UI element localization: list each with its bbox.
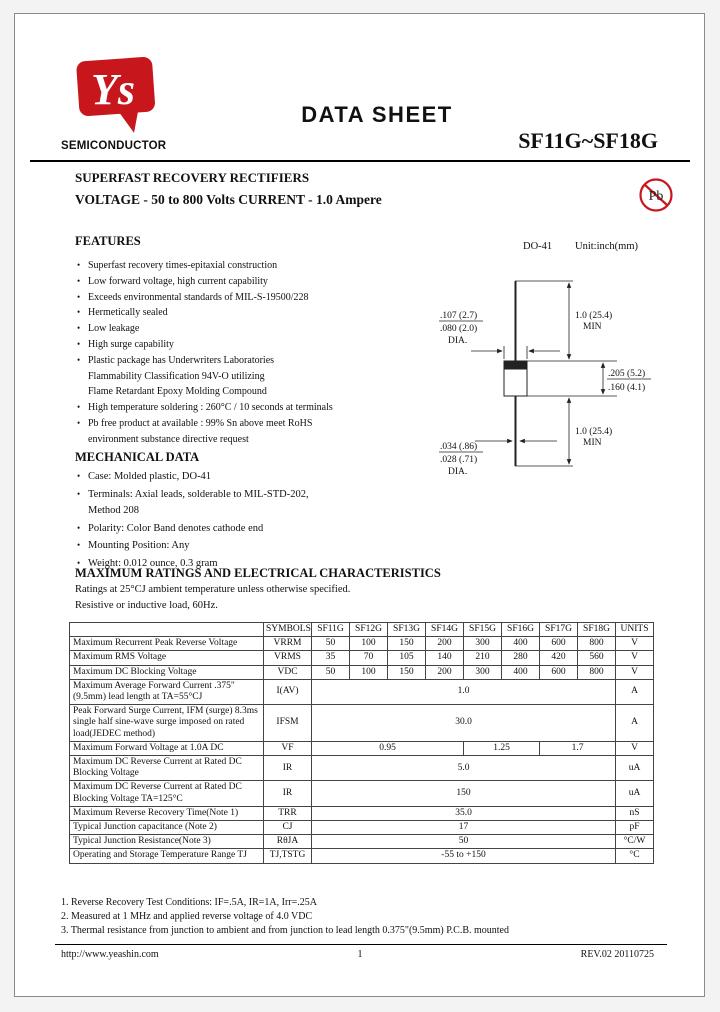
- value-cell: 200: [426, 665, 464, 679]
- feature-item: [77, 321, 437, 337]
- param-cell: Maximum Reverse Recovery Time(Note 1): [70, 806, 264, 820]
- value-cell: 210: [464, 651, 502, 665]
- value-cell: 400: [502, 637, 540, 651]
- symbol-cell: TJ,TSTG: [264, 849, 312, 863]
- diode-outline: [504, 281, 527, 466]
- table-row: [70, 665, 654, 679]
- feature-item-continuation: [77, 369, 437, 385]
- col-header-part: SF14G: [426, 623, 464, 637]
- value-cell: 150: [388, 665, 426, 679]
- lead-top-min-label: MIN: [583, 322, 602, 332]
- mechanical-item: [77, 468, 437, 486]
- lead-bottom-length-label: 1.0 (25.4): [575, 427, 613, 437]
- pb-free-badge: [637, 176, 675, 219]
- feature-item: [77, 290, 437, 306]
- value-cell: 1.7: [540, 741, 616, 755]
- col-header-part: SF13G: [388, 623, 426, 637]
- value-cell: 100: [350, 637, 388, 651]
- unit-cell: V: [616, 651, 654, 665]
- dimension-labels: [440, 310, 645, 477]
- corner-cell: [70, 623, 264, 637]
- mechanical-text: Terminals: Axial leads, solderable to MIL-STD-202,: [88, 488, 309, 500]
- feature-item: [77, 337, 437, 353]
- features-heading: FEATURES: [75, 234, 141, 248]
- table-row: [70, 705, 654, 742]
- mechanical-list: [77, 468, 437, 573]
- unit-cell: V: [616, 741, 654, 755]
- mechanical-heading: MECHANICAL DATA: [75, 450, 200, 464]
- value-cell: 50: [312, 835, 616, 849]
- unit-cell: pF: [616, 821, 654, 835]
- param-cell: Peak Forward Surge Current, IFM (surge) 8.3ms single half sine-wave surge imposed on rated load(JEDEC method): [70, 705, 264, 742]
- symbol-cell: VDC: [264, 665, 312, 679]
- feature-item: [77, 353, 437, 369]
- value-cell: 70: [350, 651, 388, 665]
- product-subtitle: VOLTAGE - 50 to 800 Volts CURRENT - 1.0 Ampere: [75, 192, 382, 207]
- footer-url-link[interactable]: http://www.yeashin.com: [61, 949, 159, 960]
- feature-item: [77, 258, 437, 274]
- document-title: DATA SHEET: [301, 102, 453, 127]
- value-cell: 50: [312, 665, 350, 679]
- value-cell: 150: [312, 781, 616, 806]
- unit-cell: A: [616, 679, 654, 704]
- symbol-cell: IR: [264, 781, 312, 806]
- symbol-cell: VF: [264, 741, 312, 755]
- symbol-cell: IFSM: [264, 705, 312, 742]
- feature-item-continuation: [77, 384, 437, 400]
- lead-dia-max-label: .034 (.86): [440, 442, 478, 452]
- value-cell: 280: [502, 651, 540, 665]
- mechanical-text: Case: Molded plastic, DO-41: [88, 471, 212, 482]
- brand-name: SEMICONDUCTOR: [61, 140, 167, 152]
- package-name: DO-41: [523, 241, 553, 252]
- symbol-cell: VRMS: [264, 651, 312, 665]
- symbol-cell: CJ: [264, 821, 312, 835]
- table-row: [70, 756, 654, 781]
- param-cell: Maximum Recurrent Peak Reverse Voltage: [70, 637, 264, 651]
- value-cell: 35: [312, 651, 350, 665]
- unit-cell: nS: [616, 806, 654, 820]
- param-cell: Maximum Average Forward Current .375"(9.5mm) lead length at TA=55°CJ: [70, 679, 264, 704]
- note-item: 1. Reverse Recovery Test Conditions: IF=.5A, IR=1A, Irr=.25A: [61, 897, 318, 908]
- feature-text: Flammability Classification 94V-O utilizing: [88, 370, 265, 382]
- value-cell: 35.0: [312, 806, 616, 820]
- param-cell: Typical Junction Resistance(Note 3): [70, 835, 264, 849]
- mechanical-item: [77, 537, 437, 555]
- logo-text: Ys: [91, 65, 135, 114]
- unit-cell: uA: [616, 781, 654, 806]
- table-header-row: [70, 623, 654, 637]
- feature-text: Superfast recovery times-epitaxial construction: [88, 260, 278, 271]
- col-header-units: UNITS: [616, 623, 654, 637]
- value-cell: -55 to +150: [312, 849, 616, 863]
- value-cell: 50: [312, 637, 350, 651]
- feature-text: Plastic package has Underwriters Laboratories: [88, 354, 275, 366]
- value-cell: 300: [464, 665, 502, 679]
- features-list: [77, 258, 437, 448]
- col-header-part: SF17G: [540, 623, 578, 637]
- package-diagram: [421, 276, 671, 491]
- feature-item: [77, 416, 437, 432]
- symbol-cell: I(AV): [264, 679, 312, 704]
- value-cell: 150: [388, 637, 426, 651]
- cathode-band: [505, 362, 527, 370]
- package-diagram-block: [421, 276, 671, 496]
- table-row: [70, 821, 654, 835]
- mechanical-text: Polarity: Color Band denotes cathode end: [88, 522, 264, 534]
- col-header-part: SF18G: [578, 623, 616, 637]
- feature-item-continuation: [77, 432, 437, 448]
- value-cell: 100: [350, 665, 388, 679]
- param-cell: Operating and Storage Temperature Range TJ: [70, 849, 264, 863]
- feature-text: Low leakage: [88, 323, 140, 335]
- footer-divider: [55, 944, 667, 945]
- symbol-cell: TRR: [264, 806, 312, 820]
- ratings-condition-2: Resistive or inductive load, 60Hz.: [75, 600, 218, 611]
- body-length-max-label: .205 (5.2): [608, 369, 646, 379]
- param-cell: Maximum RMS Voltage: [70, 651, 264, 665]
- col-header-part: SF11G: [312, 623, 350, 637]
- col-header-part: SF16G: [502, 623, 540, 637]
- unit-cell: °C/W: [616, 835, 654, 849]
- page-number: 1: [357, 949, 363, 960]
- value-cell: 140: [426, 651, 464, 665]
- value-cell: 600: [540, 665, 578, 679]
- pb-free-icon: [637, 176, 675, 214]
- unit-cell: uA: [616, 756, 654, 781]
- value-cell: 600: [540, 637, 578, 651]
- note-item: 2. Measured at 1 MHz and applied reverse voltage of 4.0 VDC: [61, 910, 313, 922]
- ratings-condition-1: Ratings at 25°CJ ambient temperature unless otherwise specified.: [75, 584, 351, 595]
- col-header-part: SF12G: [350, 623, 388, 637]
- value-cell: 800: [578, 637, 616, 651]
- product-title: SUPERFAST RECOVERY RECTIFIERS: [75, 170, 310, 185]
- datasheet-page: [14, 13, 705, 997]
- table-row: [70, 849, 654, 863]
- value-cell: 300: [464, 637, 502, 651]
- mechanical-item-continuation: [77, 503, 437, 520]
- feature-item: [77, 400, 437, 416]
- value-cell: 0.95: [312, 741, 464, 755]
- feature-text: High surge capability: [88, 338, 174, 350]
- param-cell: Maximum DC Reverse Current at Rated DC Blocking Voltage: [70, 756, 264, 781]
- ratings-table: [69, 622, 654, 864]
- value-cell: 800: [578, 665, 616, 679]
- table-row: [70, 806, 654, 820]
- lead-dia-caption: DIA.: [448, 467, 468, 477]
- notes-list: [61, 896, 509, 937]
- feature-text: Exceeds environmental standards of MIL-S-19500/228: [88, 291, 309, 303]
- unit-cell: A: [616, 705, 654, 742]
- lead-bottom-min-label: MIN: [583, 438, 602, 448]
- revision-label: REV.02 20110725: [580, 949, 654, 960]
- feature-text: Pb free product at available : 99% Sn above meet RoHS: [88, 417, 313, 429]
- part-number-range: SF11G~SF18G: [518, 128, 658, 153]
- body-length-min-label: .160 (4.1): [608, 383, 646, 393]
- value-cell: 420: [540, 651, 578, 665]
- unit-cell: V: [616, 637, 654, 651]
- feature-text: environment substance directive request: [88, 433, 249, 445]
- table-row: [70, 781, 654, 806]
- param-cell: Maximum DC Blocking Voltage: [70, 665, 264, 679]
- lead-dia-min-label: .028 (.71): [440, 455, 478, 465]
- symbol-cell: IR: [264, 756, 312, 781]
- feature-text: High temperature soldering : 260°C / 10 seconds at terminals: [88, 402, 333, 414]
- mechanical-text: Weight: 0.012 ounce, 0.3 gram: [88, 557, 218, 569]
- note-item: 3. Thermal resistance from junction to ambient and from junction to lead length 0.375"(9.5mm) P.C.B. mounted: [61, 924, 509, 936]
- table-row: [70, 679, 654, 704]
- package-unit-label: Unit:inch(mm): [575, 241, 638, 252]
- feature-text: Flame Retardant Epoxy Molding Compound: [88, 386, 267, 398]
- ratings-heading: MAXIMUM RATINGS AND ELECTRICAL CHARACTERISTICS: [75, 566, 441, 580]
- mechanical-item: [77, 520, 437, 538]
- header-divider: [30, 160, 690, 162]
- value-cell: 1.25: [464, 741, 540, 755]
- unit-cell: V: [616, 665, 654, 679]
- col-header-part: SF15G: [464, 623, 502, 637]
- mechanical-item: [77, 486, 437, 504]
- table-row: [70, 651, 654, 665]
- table-row: [70, 835, 654, 849]
- param-cell: Maximum Forward Voltage at 1.0A DC: [70, 741, 264, 755]
- value-cell: 400: [502, 665, 540, 679]
- table-row: [70, 637, 654, 651]
- unit-cell: °C: [616, 849, 654, 863]
- mechanical-text: Mounting Position: Any: [88, 540, 190, 552]
- feature-item: [77, 305, 437, 321]
- value-cell: 105: [388, 651, 426, 665]
- value-cell: 560: [578, 651, 616, 665]
- pb-label: Pb: [648, 189, 664, 204]
- brand-logo: [69, 52, 163, 138]
- value-cell: 200: [426, 637, 464, 651]
- symbol-cell: VRRM: [264, 637, 312, 651]
- symbol-cell: RθJA: [264, 835, 312, 849]
- mechanical-text: Method 208: [88, 505, 140, 517]
- param-cell: Typical Junction capacitance (Note 2): [70, 821, 264, 835]
- param-cell: Maximum DC Reverse Current at Rated DC Blocking Voltage TA=125°C: [70, 781, 264, 806]
- body-dia-min-label: .080 (2.0): [440, 324, 478, 334]
- col-header-symbols: SYMBOLS: [264, 623, 312, 637]
- feature-item: [77, 274, 437, 290]
- value-cell: 30.0: [312, 705, 616, 742]
- feature-text: Low forward voltage, high current capability: [88, 275, 268, 287]
- body-dia-max-label: .107 (2.7): [440, 311, 478, 321]
- value-cell: 17: [312, 821, 616, 835]
- lead-top-length-label: 1.0 (25.4): [575, 311, 613, 321]
- feature-text: Hermetically sealed: [88, 307, 168, 319]
- value-cell: 5.0: [312, 756, 616, 781]
- table-row: [70, 741, 654, 755]
- value-cell: 1.0: [312, 679, 616, 704]
- body-dia-caption: DIA.: [448, 336, 468, 346]
